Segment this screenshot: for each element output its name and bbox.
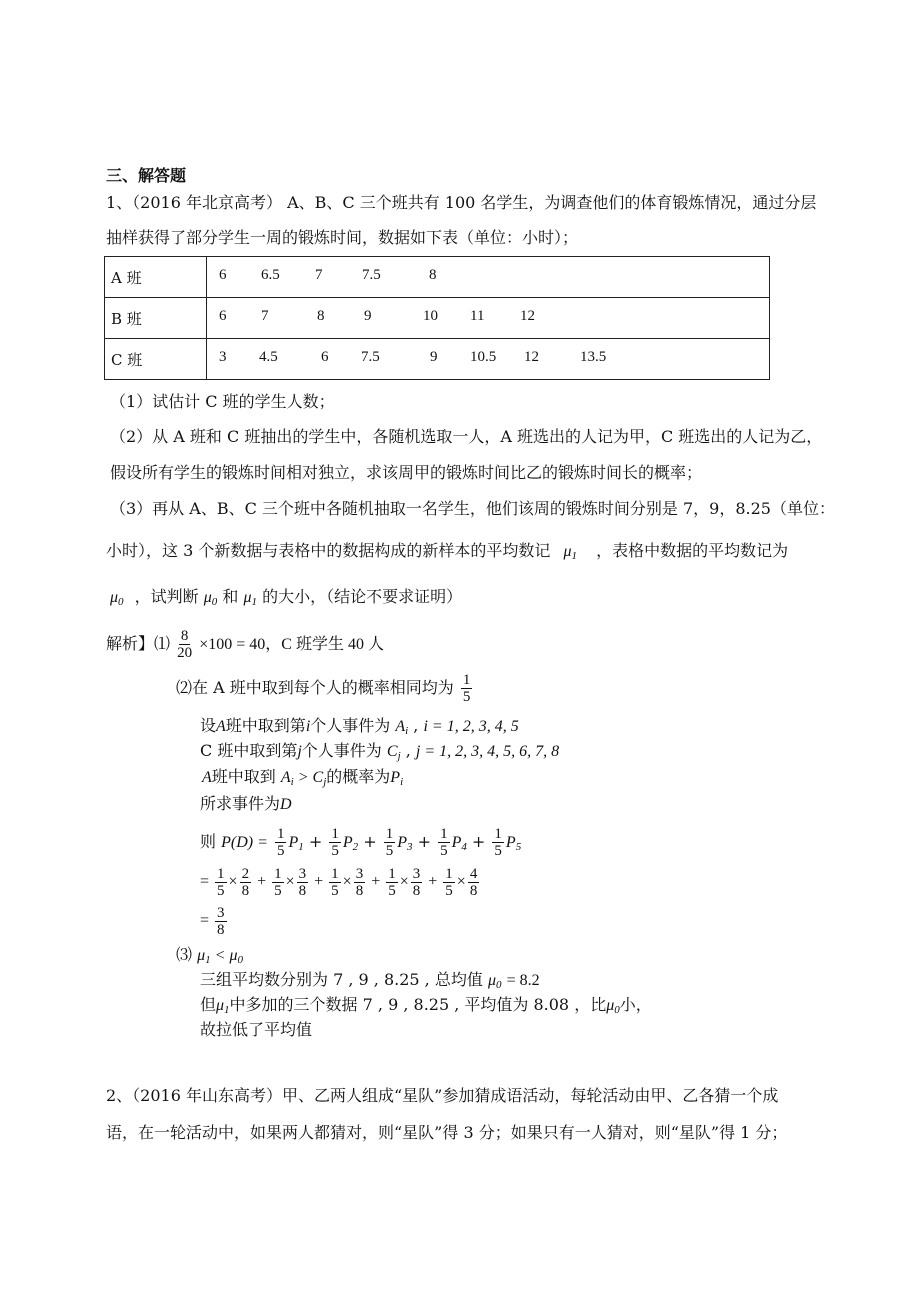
cell: 6 xyxy=(321,349,329,365)
cell: 4.5 xyxy=(259,349,278,365)
solution-line: 设A班中取到第i个人事件为 $A_i$ , i = 1, 2, 3, 4, 5 xyxy=(200,716,519,737)
text: 在 A 班中取到每个人的概率相同均为 xyxy=(192,678,454,697)
text: 小时），这 3 个新数据与表格中的数据构成的新样本的平均数记 xyxy=(106,541,551,560)
cell: 7 xyxy=(315,267,323,283)
q2-line2: 语，在一轮活动中，如果两人都猜对，则“星队”得 3 分；如果只有一人猜对，则“星队”得 1 分； xyxy=(106,1123,788,1142)
sub-question-3-line1: （3）再从 A、B、C 三个班中各随机抽取一名学生，他们该周的锻炼时间分别是 7，9，8.25（单位： xyxy=(110,499,835,518)
exercise-time-table xyxy=(104,256,770,380)
q1-line1: 1、（2016 年北京高考） A、B、C 三个班共有 100 名学生，为调查他们的体育锻炼情况，通过分层 xyxy=(106,193,817,212)
text: ，表格中数据的平均数记为 xyxy=(596,541,789,560)
mu1-symbol: $\mu_1$ xyxy=(243,589,257,608)
q1-line2: 抽样获得了部分学生一周的锻炼时间，数据如下表（单位：小时）； xyxy=(106,228,579,247)
table-row xyxy=(105,298,770,339)
probability-sum-line: 则 P(D) = $\frac{1}{5}$ $P_1$ + $\frac{1}{5}$ $P_2$ + $\frac{1}{5}$ $P_3$ + $\frac{1}{5}$ $P_4$ + $\frac{1}{5}$ $P_5$ xyxy=(200,826,522,859)
cell: 3 xyxy=(219,349,227,365)
mu0-symbol: $\mu_0$ xyxy=(110,589,124,608)
sub-question-2-line1: （2）从 A 班和 C 班抽出的学生中，各随机选取一人，A 班选出的人记为甲，C 班选出的人记为乙， xyxy=(110,427,823,446)
mark: ⑵ xyxy=(176,678,193,697)
cell: 8 xyxy=(317,308,325,324)
mark: ⑴ xyxy=(154,634,171,653)
text: ×100 = 40，C 班学生 40 人 xyxy=(199,636,384,653)
table-row xyxy=(105,257,770,298)
cell: 9 xyxy=(364,308,372,324)
solution-label: 解析】 xyxy=(106,634,155,653)
fraction: $\frac{1}{5}$ xyxy=(462,672,471,705)
sub-question-3-line2 xyxy=(106,541,788,566)
solution-line: A班中取到 $A_i > C_j$的概率为$P_i$ xyxy=(202,767,404,788)
cell: 6 xyxy=(219,267,227,283)
section-title: 三、解答题 xyxy=(106,166,187,185)
row-label: C 班 xyxy=(105,339,207,380)
cell: 11 xyxy=(470,308,485,324)
cell: 10.5 xyxy=(470,349,497,365)
solution-line: 但$\mu_1$中多加的三个数据 7 , 9 , 8.25 , 平均值为 8.08 ，比$\mu_0$小， xyxy=(200,995,652,1016)
sub-question-3-line3 xyxy=(110,587,462,612)
table-row xyxy=(105,339,770,380)
fraction: $\frac{8}{20}$ xyxy=(177,628,193,661)
cell: 7 xyxy=(261,308,269,324)
solution-line: C 班中取到第j个人事件为 $C_j$ , j = 1, 2, 3, 4, 5, 6, 7, 8 xyxy=(200,741,560,762)
cell: 9 xyxy=(430,349,438,365)
row-label: A 班 xyxy=(105,257,207,298)
q2-line1: 2、（2016 年山东高考）甲、乙两人组成“星队”参加猜成语活动，每轮活动由甲、乙各猜一个成 xyxy=(106,1086,779,1105)
cell: 7.5 xyxy=(362,267,381,283)
mu1-symbol: $\mu_1$ xyxy=(563,543,577,562)
solution-part-1 xyxy=(106,628,384,661)
text: 和 xyxy=(222,587,239,606)
text: 的大小，（结论不要求证明） xyxy=(262,587,463,606)
probability-result: = $\frac{3}{8}$ xyxy=(200,905,225,938)
solution-line: 故拉低了平均值 xyxy=(200,1020,313,1039)
cell: 13.5 xyxy=(580,349,607,365)
sub-question-2-line2: 假设所有学生的锻炼时间相对独立，求该周甲的锻炼时间比乙的锻炼时间长的概率； xyxy=(110,463,703,482)
probability-value-line: = $\frac{1}{5}$ × $\frac{2}{8}$ + $\frac{1}{5}$ × $\frac{3}{8}$ + $\frac{1}{5}$ × $\frac{3}{8}$ + $\frac{1}{5}$ × $\frac{3}{8}$ + $\frac{1}{5}$ × $\frac{4}{8}$ xyxy=(200,866,478,899)
mu0-symbol: $\mu_0$ xyxy=(203,589,218,608)
cell: 6.5 xyxy=(261,267,280,283)
solution-part-2-header xyxy=(176,672,474,705)
sub-question-1: （1）试估计 C 班的学生人数； xyxy=(110,392,335,411)
solution-line: 三组平均数分别为 7 , 9 , 8.25 , 总均值 $\mu_0 = 8.2$ xyxy=(200,970,540,991)
cell: 7.5 xyxy=(361,349,380,365)
cell: 6 xyxy=(219,308,227,324)
solution-line: 所求事件为D xyxy=(200,794,292,813)
row-label: B 班 xyxy=(105,298,207,339)
text: ，试判断 xyxy=(134,587,199,606)
cell: 10 xyxy=(423,308,438,324)
cell: 12 xyxy=(524,349,539,365)
cell: 8 xyxy=(429,267,437,283)
cell: 12 xyxy=(520,308,535,324)
solution-part-3-header: ⑶ $\mu_1 < \mu_0$ xyxy=(176,945,243,966)
